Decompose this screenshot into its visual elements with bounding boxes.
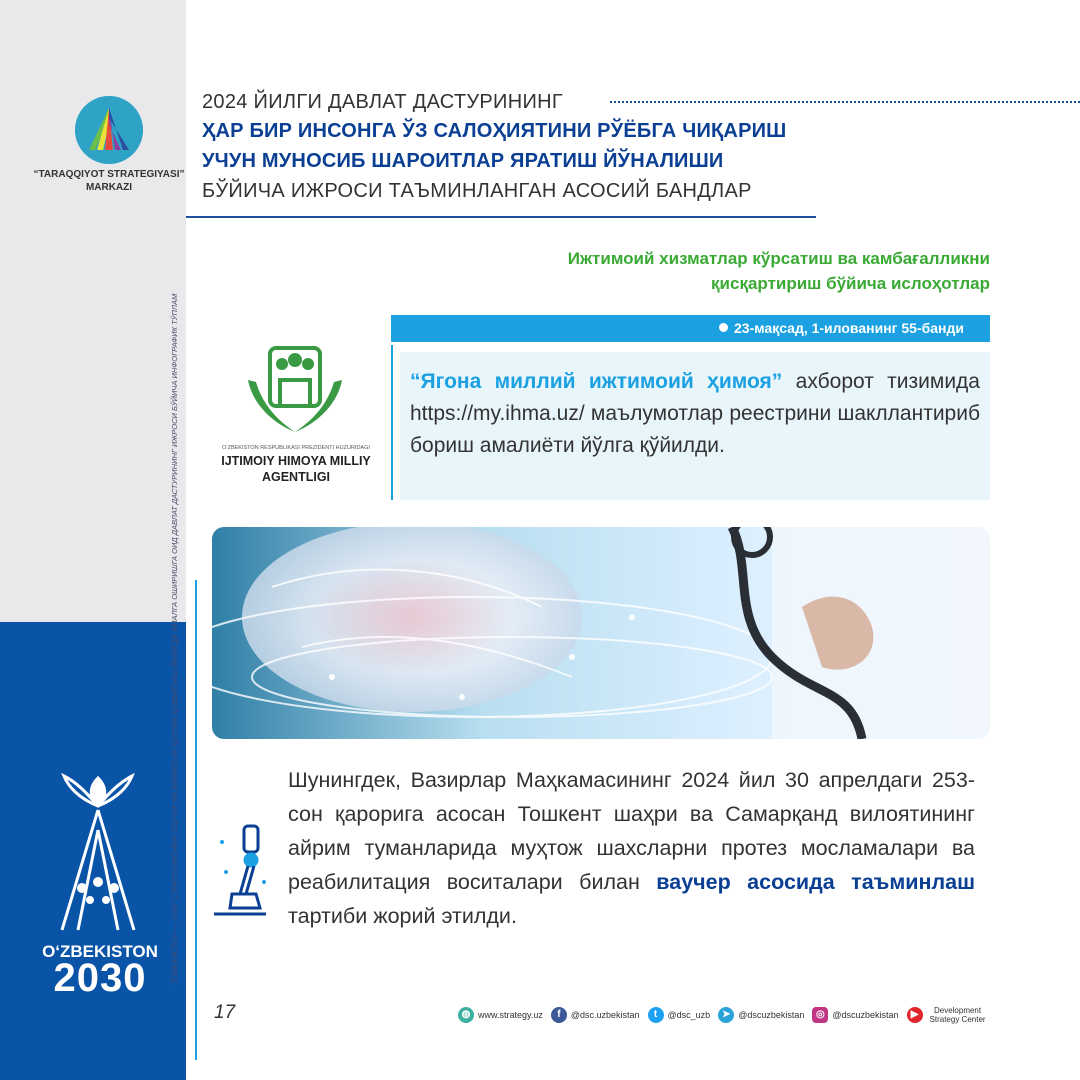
- tent-logo-icon: [75, 96, 143, 164]
- header-rule: [186, 216, 816, 218]
- hero-image: [212, 527, 990, 739]
- footer-youtube[interactable]: [927, 1006, 989, 1024]
- uzbekistan-2030-emblem-icon: [38, 770, 158, 940]
- body-text-end: тартиби жорий этилди.: [288, 904, 517, 928]
- bullet-icon: [719, 323, 728, 332]
- footer-twitter[interactable]: @dsc_uzb: [667, 1010, 711, 1020]
- section-subtitle: [350, 246, 990, 296]
- agency-name: [206, 453, 386, 485]
- agency-logo-icon: [240, 340, 350, 440]
- footer-website[interactable]: www.strategy.uz: [478, 1010, 543, 1020]
- brain-stethoscope-illustration-icon: [212, 527, 990, 739]
- section-subtitle-line1: Ижтимоий хизматлар кўрсатиш ва камбағалликни: [567, 249, 990, 268]
- org-name-line1: “TARAQQIYOT STRATEGIYASI”: [33, 169, 185, 180]
- footer-facebook[interactable]: @dsc.uzbekistan: [570, 1010, 640, 1020]
- instagram-icon: ◎: [812, 1007, 828, 1023]
- sidebar-accent-line: [195, 580, 197, 1060]
- program-point-bar: [391, 315, 990, 342]
- info-body: ахборот тизимида https://my.ihma.uz/ маълумотлар реестрини шакллантириб бориш амалиёти йўлга қўйилди.: [410, 370, 980, 457]
- telegram-icon: ➤: [718, 1007, 734, 1023]
- footer-social-links: [458, 1004, 998, 1026]
- agency-divider: [391, 345, 393, 500]
- header-line-3: УЧУН МУНОСИБ ШАРОИТЛАР ЯРАТИШ ЙЎНАЛИШИ: [202, 150, 724, 172]
- body-text-highlight: ваучер асосида таъминлаш: [656, 870, 975, 894]
- section-subtitle-line2: қисқартириш бўйича ислоҳотлар: [711, 274, 990, 293]
- info-text: [410, 366, 980, 462]
- info-quote: “Ягона миллий ижтимоий ҳимоя”: [410, 370, 783, 393]
- agency-name-line1: IJTIMOIY HIMOYA MILLIY: [221, 454, 371, 468]
- facebook-icon: f: [551, 1007, 567, 1023]
- body-text-start: Шунингдек, Вазирлар Маҳкамасининг 2024 йил 30 апрелдаги 253-сон қарорига асосан Тошкент шаҳри ва Самарқанд вилоятининг айрим туманларида муҳтож шахсларни протез мосламалари ва реабилитация воситалари билан: [288, 768, 975, 894]
- footer-telegram[interactable]: @dscuzbekistan: [738, 1010, 805, 1020]
- vertical-caption: “ЎЗБЕКИСТОН — 2030” СТРАТЕГИЯСИНИ “ЁШЛАР ВА БИЗНЕСНИ ҚЎЛЛАБ-ҚУВВАТЛАШ ЙИЛИ”ДА АМАЛГА ОШИРИШГА ОИД ДАВЛАТ ДАСТУРИНИНГ ИЖРОСИ БЎЙИЧА ИНФОГРАФИК ТЎПЛАМ: [170, 293, 179, 985]
- brand-year: 2030: [53, 956, 147, 1000]
- header-line-1: 2024 ЙИЛГИ ДАВЛАТ ДАСТУРИНИНГ: [202, 91, 564, 113]
- program-point-label: 23-мақсад, 1-илованинг 55-банди: [734, 320, 964, 336]
- twitter-icon: t: [648, 1007, 664, 1023]
- footer-youtube-line1: Development: [933, 1006, 982, 1015]
- globe-icon: ◍: [458, 1007, 474, 1023]
- org-logo: [75, 96, 143, 164]
- org-name-line2: MARKAZI: [85, 182, 133, 193]
- footer-instagram[interactable]: @dscuzbekistan: [832, 1010, 899, 1020]
- header-line-4: БЎЙИЧА ИЖРОСИ ТАЪМИНЛАНГАН АСОСИЙ БАНДЛАР: [202, 180, 752, 202]
- body-paragraph: [288, 763, 975, 933]
- header-dotted-divider: [610, 101, 1080, 103]
- sidebar-top-panel: [0, 0, 186, 622]
- footer-youtube-line2: Strategy Center: [929, 1015, 986, 1024]
- header-line-2: ҲАР БИР ИНСОНГА ЎЗ САЛОҲИЯТИНИ РЎЁБГА ЧИҚАРИШ: [202, 120, 787, 142]
- agency-name-line2: AGENTLIGI: [261, 470, 331, 484]
- youtube-icon: ▶: [907, 1007, 923, 1023]
- page-number: 17: [214, 1002, 236, 1023]
- brand-country: O‘ZBEKISTON: [42, 942, 158, 961]
- org-name: [30, 168, 188, 194]
- prosthetic-leg-icon: [208, 822, 270, 920]
- agency-caption: O‘ZBEKISTON RESPUBLIKASI PREZIDENTI HUZURIDAGI: [222, 445, 370, 451]
